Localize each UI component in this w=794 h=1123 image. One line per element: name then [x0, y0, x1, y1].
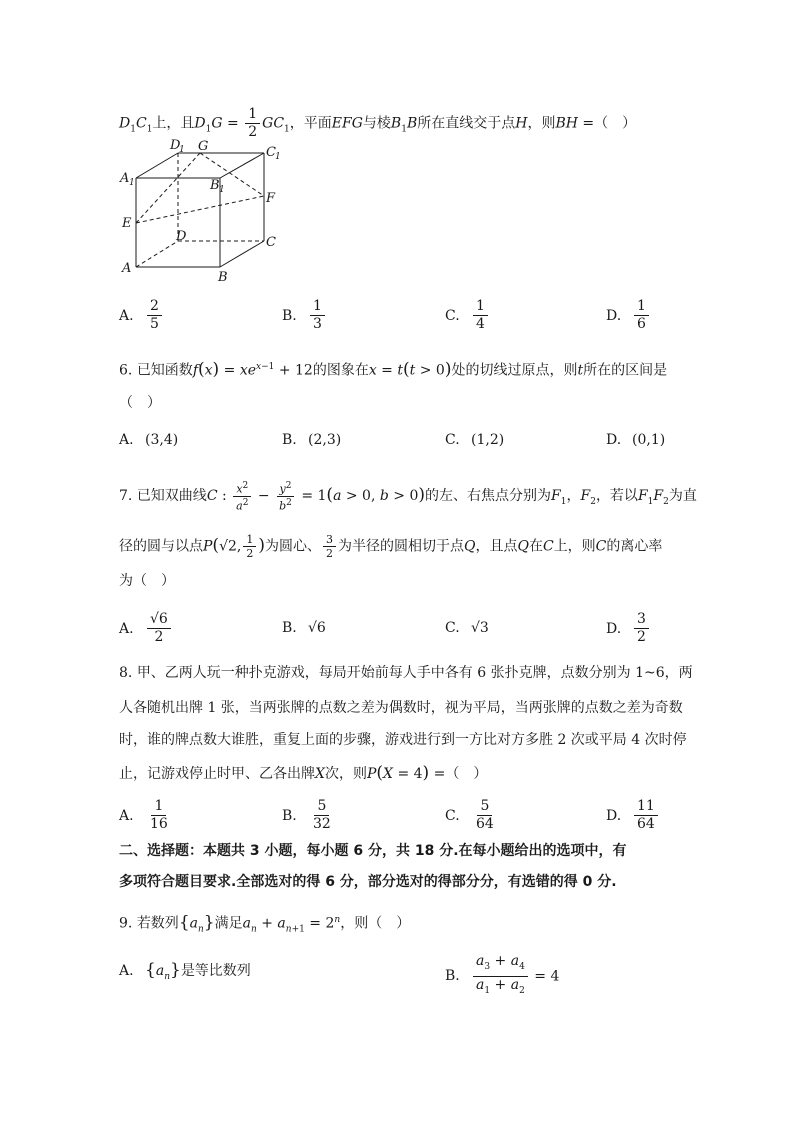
- q7-stem-line3: 为（ ）: [119, 573, 175, 589]
- q5-option-c[interactable]: C. $\frac{1}{4}$: [445, 298, 490, 333]
- q6-option-d[interactable]: D. (0,1): [606, 432, 666, 448]
- label-B: B: [218, 270, 228, 285]
- label-E: E: [122, 216, 132, 231]
- label-G: G: [198, 139, 209, 154]
- section2-heading-line1: 二、选择题：本题共 3 小题，每小题 6 分，共 18 分.在每小题给出的选项中，有: [119, 843, 627, 859]
- section2-heading-line2: 多项符合题目要求.全部选对的得 6 分，部分选对的得部分分，有选错的得 0 分.: [119, 874, 617, 890]
- cube-figure: [118, 136, 298, 286]
- label-B1: B: [210, 178, 220, 193]
- q8-line4: 止，记游戏停止时甲、乙各出牌X次，则P(X = 4) =（ ）: [119, 763, 488, 783]
- q7-option-d[interactable]: D. $\frac{3}{2}$: [606, 611, 651, 646]
- q5-stem-fraction: $\frac{1}{2}$: [245, 106, 260, 141]
- q8-line1: 8. 甲、乙两人玩一种扑克游戏，每局开始前每人手中各有 6 张扑克牌，点数分别为 1~6，两: [119, 665, 693, 681]
- label-C: C: [266, 235, 276, 250]
- q6-option-b[interactable]: B. (2,3): [282, 432, 342, 448]
- q8-option-c[interactable]: C. $\frac{5}{64}$: [445, 798, 494, 832]
- label-D: D: [176, 229, 187, 244]
- q9-stem: 9. 若数列$\{a_n\}$满足$a_n + a_{n+1} = 2^n$，则（ ）: [119, 912, 411, 935]
- q7-option-c[interactable]: C. √3: [445, 620, 489, 636]
- q7-option-a[interactable]: A. $\frac{√6}{2}$: [119, 611, 173, 646]
- q9-option-b[interactable]: B. $\frac{a_3 + a_4}{a_1 + a_2}$ = 4: [445, 953, 560, 996]
- label-F: F: [266, 191, 276, 206]
- label-A1: A: [120, 171, 130, 186]
- label-B1-sub: 1: [219, 185, 225, 195]
- q5-option-b[interactable]: B. $\frac{1}{3}$: [282, 298, 327, 333]
- q8-line3: 时，谁的牌点数大谁胜，重复上面的步骤，游戏进行到一方比对方多胜 2 次或平局 4 次时停: [119, 732, 687, 748]
- q5-stem: $D_1C_1$上，且$D_1G$ = $\frac{1}{2}$ $GC_1$，平面EFG与棱$B_1B$所在直线交于点H，则BH =（ ）: [119, 106, 637, 140]
- q5-option-a[interactable]: A. $\frac{2}{5}$: [119, 298, 164, 333]
- label-D1: D: [170, 138, 181, 153]
- label-A1-sub: 1: [129, 178, 135, 188]
- label-D1-sub: 1: [179, 145, 185, 155]
- q6-option-a[interactable]: A. (3,4): [119, 432, 179, 448]
- q6-paren: （ ）: [119, 395, 161, 411]
- q8-option-d[interactable]: D. $\frac{11}{64}$: [606, 798, 660, 833]
- q7-option-b[interactable]: B. √6: [282, 620, 326, 636]
- label-C1-sub: 1: [275, 152, 281, 162]
- label-C1: C: [266, 145, 276, 160]
- q7-stem-line2: 径的圆与以点P(√2, $\frac{1}{2}$ )为圆心、 $\frac{3}{2}$ 为半径的圆相切于点Q，且点Q在C上，则C的离心率: [119, 533, 663, 560]
- q7-stem-line1: 7. 已知双曲线C : $\frac{x^2}{a^2}$ − $\frac{y^2}{b^2}$ = 1(a > 0, b > 0)的左、右焦点分别为$F_1$，$F_2$，若以$F_1F_2$为直: [119, 481, 697, 513]
- q8-option-b[interactable]: B. $\frac{5}{32}$: [282, 798, 331, 832]
- label-A: A: [122, 261, 132, 276]
- q6-stem: 6. 已知函数$f(x) = xe^{x-1} + 12$的图象在x = t(t > 0)处的切线过原点，则t所在的区间是: [119, 359, 668, 380]
- q8-line2: 人各随机出牌 1 张，当两张牌的点数之差为偶数时，视为平局，当两张牌的点数之差为奇数: [119, 700, 683, 716]
- q8-option-a[interactable]: A. $\frac{1}{16}$: [119, 798, 168, 832]
- q9-option-a[interactable]: A. $\{a_n\}$是等比数列: [119, 960, 251, 982]
- q6-option-c[interactable]: C. (1,2): [445, 432, 505, 448]
- q5-option-d[interactable]: D. $\frac{1}{6}$: [606, 298, 651, 333]
